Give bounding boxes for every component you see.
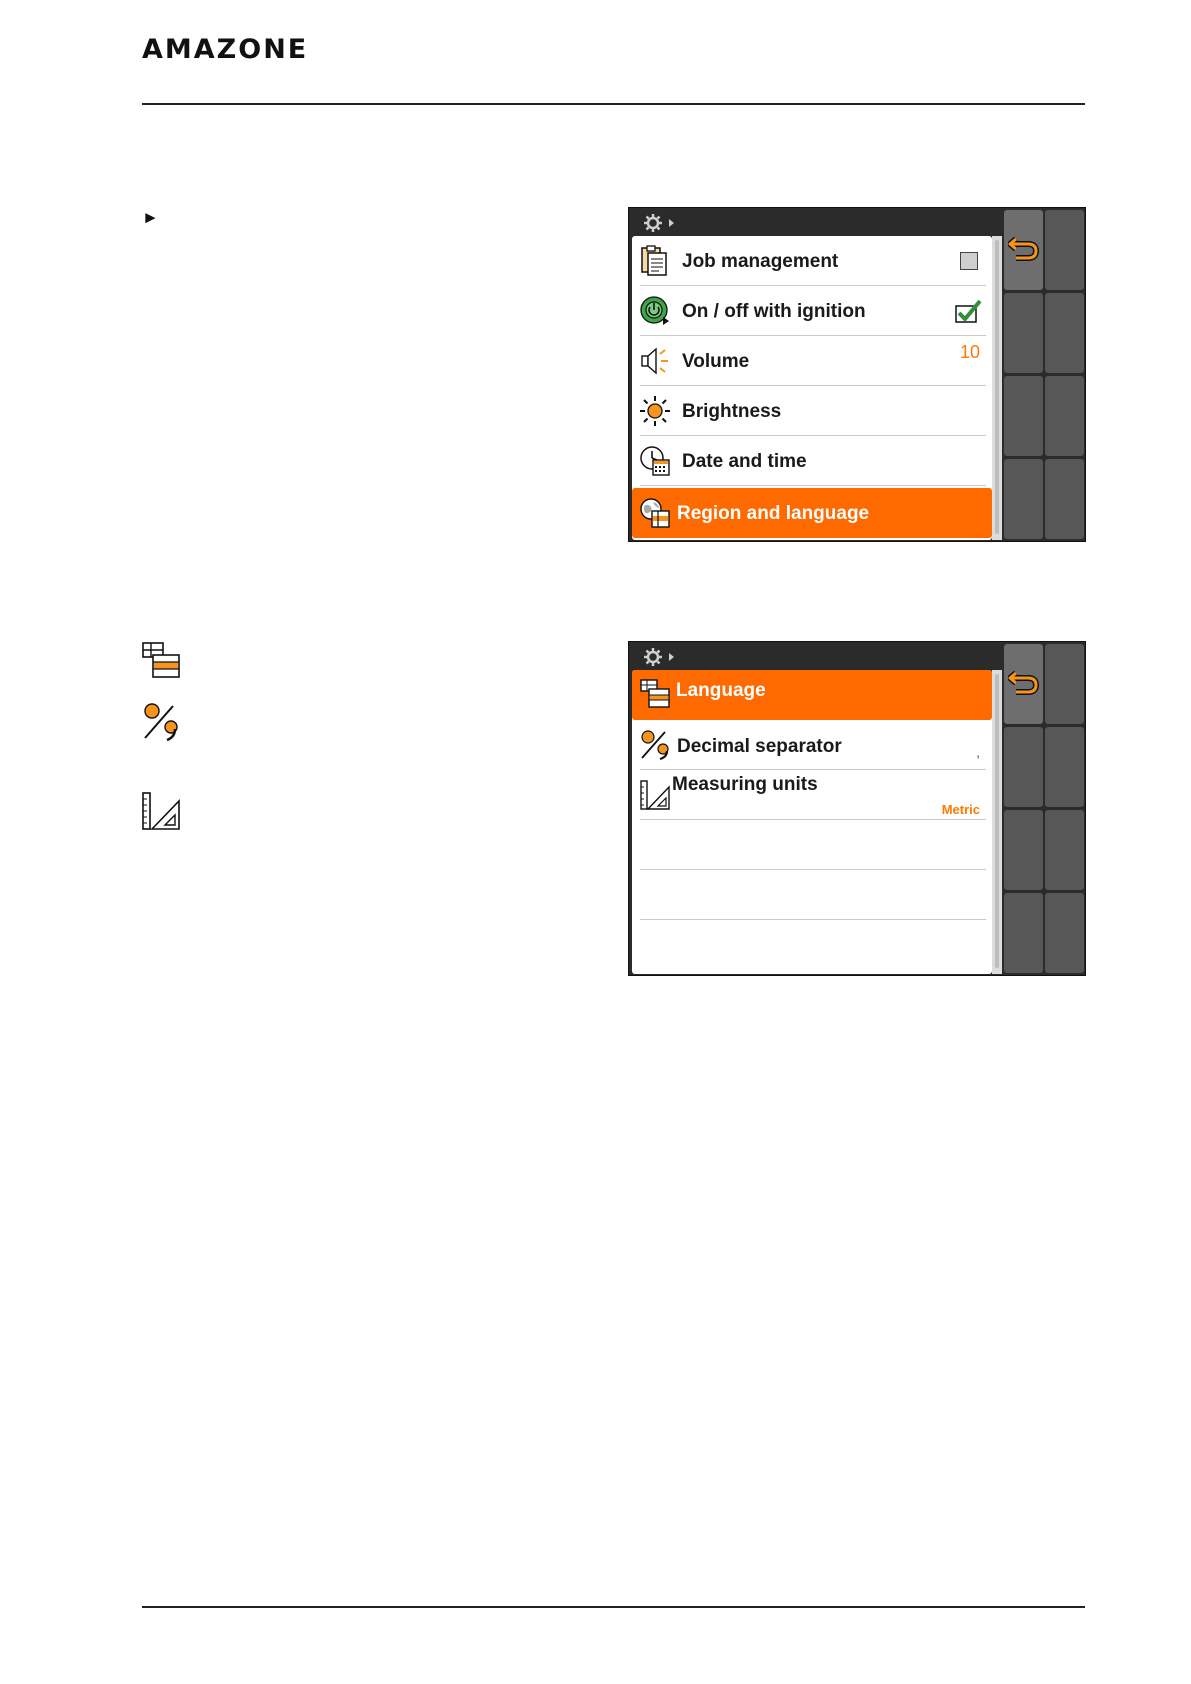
measuring-units-icon	[141, 791, 181, 831]
language-icon	[639, 678, 671, 710]
list-item-label: Volume	[682, 351, 750, 372]
breadcrumb-bar	[629, 642, 999, 670]
volume-value: 10	[959, 342, 980, 362]
back-button[interactable]	[1004, 644, 1043, 724]
softkey-3-left[interactable]	[1004, 810, 1043, 890]
decimal-separator-value: ,	[976, 744, 980, 760]
language-icon	[141, 641, 181, 681]
softkey-4-left[interactable]	[1004, 893, 1043, 973]
region-language-icon	[639, 497, 671, 529]
decimal-separator-icon	[141, 702, 181, 742]
volume-icon	[639, 345, 671, 377]
measuring-units-value: Metric	[941, 802, 980, 817]
list-item-measuring-units[interactable]	[632, 770, 992, 820]
gear-icon	[643, 647, 663, 667]
softkey-2-left[interactable]	[1004, 727, 1043, 807]
softkey-4-right[interactable]	[1045, 893, 1084, 973]
list-item-brightness[interactable]	[632, 386, 992, 436]
amazone-logo: AMAZONE	[142, 34, 309, 65]
softkey-2-right[interactable]	[1045, 293, 1084, 373]
softkey-panel	[1004, 210, 1084, 540]
softkey-2-left[interactable]	[1004, 293, 1043, 373]
list-item-label: Job management	[682, 251, 839, 272]
softkey-4-left[interactable]	[1004, 459, 1043, 539]
breadcrumb-bar	[629, 208, 999, 236]
softkey-1-right[interactable]	[1045, 644, 1084, 724]
back-arrow-icon	[1008, 230, 1040, 262]
list-item-job-management[interactable]	[632, 236, 992, 286]
back-button[interactable]	[1004, 210, 1043, 290]
ignition-icon	[639, 295, 671, 327]
softkey-3-right[interactable]	[1045, 376, 1084, 456]
footer-rule	[142, 1606, 1085, 1608]
softkey-4-right[interactable]	[1045, 459, 1084, 539]
gear-icon	[643, 213, 663, 233]
instruction-bullet: ►	[142, 208, 159, 227]
region-language-screen	[628, 641, 1086, 976]
header-rule	[142, 103, 1085, 105]
softkey-3-right[interactable]	[1045, 810, 1084, 890]
ignition-checkbox-checked-icon[interactable]	[954, 298, 982, 324]
date-time-icon	[639, 445, 671, 477]
softkey-2-right[interactable]	[1045, 727, 1084, 807]
decimal-separator-icon	[639, 729, 671, 761]
list-item-language[interactable]	[632, 670, 992, 720]
softkey-panel	[1004, 644, 1084, 974]
list-item-empty	[632, 870, 992, 920]
softkey-3-left[interactable]	[1004, 376, 1043, 456]
softkey-1-right[interactable]	[1045, 210, 1084, 290]
breadcrumb-arrow-icon	[669, 653, 674, 661]
region-language-list	[632, 670, 992, 974]
list-item-region-language[interactable]	[632, 488, 992, 538]
list-item-ignition[interactable]	[632, 286, 992, 336]
settings-list	[632, 236, 992, 540]
list-item-label: Language	[676, 680, 766, 701]
list-item-label: On / off with ignition	[682, 301, 866, 322]
job-management-icon	[639, 245, 671, 277]
scrollbar[interactable]	[992, 670, 1002, 974]
breadcrumb-arrow-icon	[669, 219, 674, 227]
back-arrow-icon	[1008, 664, 1040, 696]
list-item-empty	[632, 820, 992, 870]
settings-screen	[628, 207, 1086, 542]
list-item-label: Decimal separator	[677, 736, 842, 757]
measuring-units-icon	[639, 779, 671, 811]
list-item-label: Region and language	[677, 503, 870, 524]
list-item-label: Measuring units	[672, 774, 818, 795]
list-item-label: Brightness	[682, 401, 782, 422]
list-item-volume[interactable]	[632, 336, 992, 386]
list-item-decimal-separator[interactable]	[632, 720, 992, 770]
job-management-checkbox[interactable]	[960, 252, 978, 270]
list-item-date-time[interactable]	[632, 436, 992, 486]
brightness-icon	[639, 395, 671, 427]
list-item-label: Date and time	[682, 451, 807, 472]
scrollbar[interactable]	[992, 236, 1002, 540]
